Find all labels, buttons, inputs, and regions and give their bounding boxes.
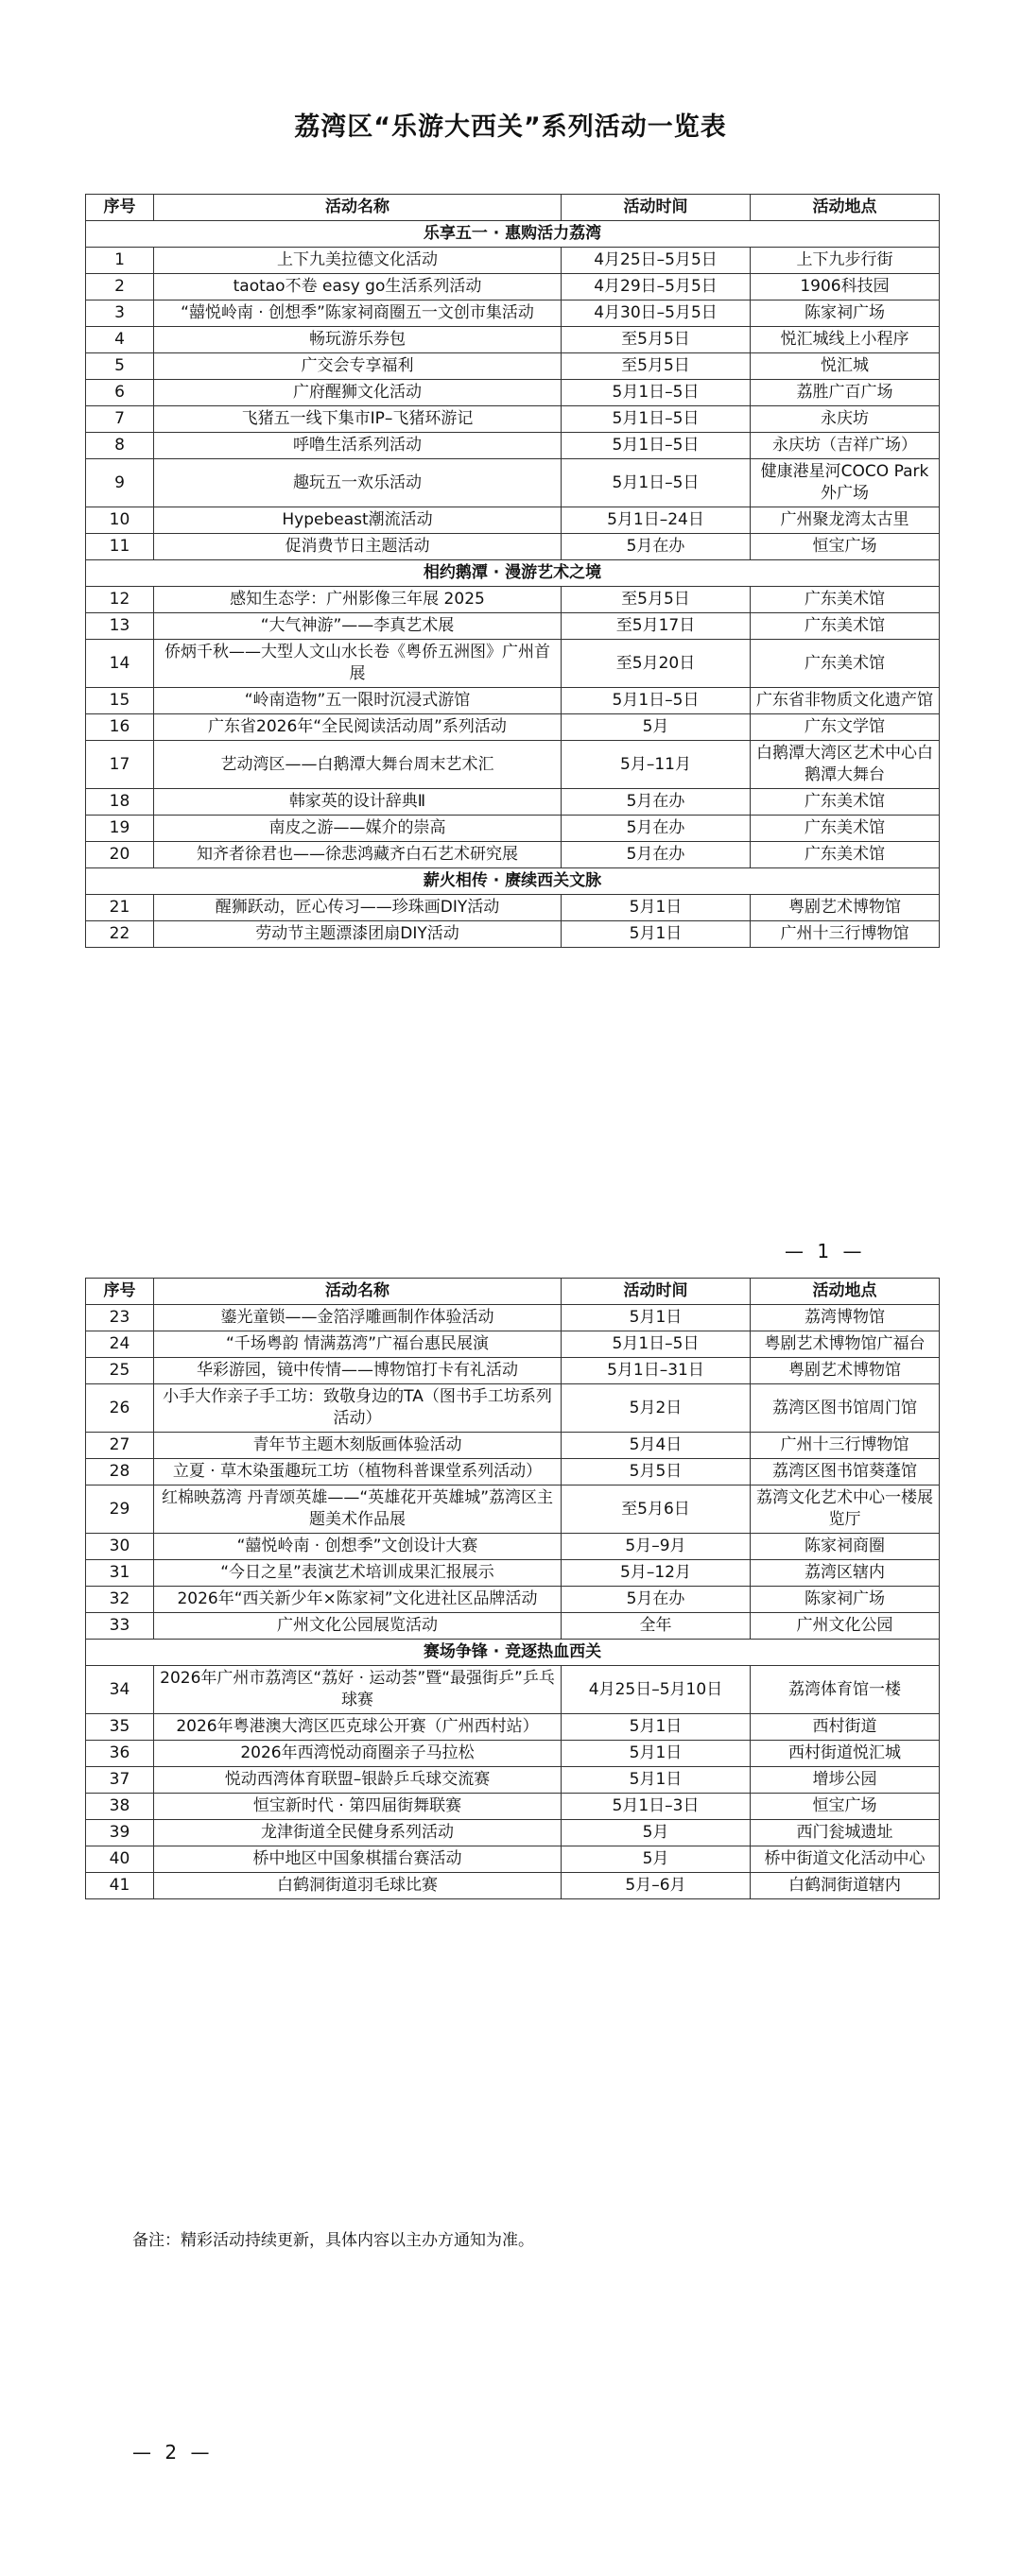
table-row [86, 1794, 940, 1820]
activity-time: 5月–11月 [562, 741, 751, 789]
row-number: 18 [86, 789, 154, 816]
table-row [86, 1613, 940, 1640]
activity-name: 桥中地区中国象棋擂台赛活动 [154, 1846, 562, 1873]
activity-time: 5月在办 [562, 816, 751, 842]
activity-name: 醒狮跃动，匠心传习——珍珠画DIY活动 [154, 895, 562, 921]
row-number: 32 [86, 1587, 154, 1613]
table-row [86, 1534, 940, 1560]
activity-name: 2026年西湾悦动商圈亲子马拉松 [154, 1741, 562, 1767]
footnote: 备注：精彩活动持续更新，具体内容以主办方通知为准。 [132, 2231, 534, 2250]
row-number: 9 [86, 459, 154, 507]
section-row [86, 868, 940, 895]
activity-time: 5月1日–3日 [562, 1794, 751, 1820]
row-number: 21 [86, 895, 154, 921]
activity-time: 5月5日 [562, 1459, 751, 1485]
activity-name: 悦动西湾体育联盟–银龄乒乓球交流赛 [154, 1767, 562, 1794]
table-row [86, 1666, 940, 1714]
section-row [86, 560, 940, 587]
activity-place: 恒宝广场 [751, 534, 940, 560]
activity-place: 1906科技园 [751, 274, 940, 301]
table-row [86, 895, 940, 921]
activity-place: 粤剧艺术博物馆 [751, 1358, 940, 1384]
activity-time: 5月–6月 [562, 1873, 751, 1899]
activity-name: 广东省2026年“全民阅读活动周”系列活动 [154, 714, 562, 741]
activity-name: 小手大作亲子手工坊：致敬身边的TA（图书手工坊系列活动） [154, 1384, 562, 1433]
section-row [86, 221, 940, 248]
activity-name: 广交会专享福利 [154, 353, 562, 380]
table-row [86, 1714, 940, 1741]
activity-place: 广州聚龙湾太古里 [751, 507, 940, 534]
row-number: 10 [86, 507, 154, 534]
activity-time: 至5月5日 [562, 327, 751, 353]
activity-place: 粤剧艺术博物馆广福台 [751, 1331, 940, 1358]
activity-place: 广州十三行博物馆 [751, 921, 940, 948]
row-number: 28 [86, 1459, 154, 1485]
row-number: 4 [86, 327, 154, 353]
activity-name: 呼噜生活系列活动 [154, 433, 562, 459]
header-place: 活动地点 [751, 195, 940, 221]
activity-name: 上下九美拉德文化活动 [154, 248, 562, 274]
row-number: 17 [86, 741, 154, 789]
activity-place: 白鹅潭大湾区艺术中心白鹅潭大舞台 [751, 741, 940, 789]
table-row [86, 459, 940, 507]
activity-name: 华彩游园，镜中传情——博物馆打卡有礼活动 [154, 1358, 562, 1384]
row-number: 19 [86, 816, 154, 842]
activity-place: 广东美术馆 [751, 842, 940, 868]
activity-name: 趣玩五一欢乐活动 [154, 459, 562, 507]
activity-name: “千场粤韵 情满荔湾”广福台惠民展演 [154, 1331, 562, 1358]
activity-place: 粤剧艺术博物馆 [751, 895, 940, 921]
row-number: 36 [86, 1741, 154, 1767]
table-row [86, 613, 940, 640]
activity-place: 西村街道 [751, 1714, 940, 1741]
table-row [86, 507, 940, 534]
row-number: 26 [86, 1384, 154, 1433]
header-name: 活动名称 [154, 195, 562, 221]
header-time: 活动时间 [562, 1279, 751, 1305]
table-row [86, 1433, 940, 1459]
activity-time: 全年 [562, 1613, 751, 1640]
table-row [86, 301, 940, 327]
activity-place: 荔湾区辖内 [751, 1560, 940, 1587]
activity-name: 艺动湾区——白鹅潭大舞台周末艺术汇 [154, 741, 562, 789]
activity-place: 永庆坊（吉祥广场） [751, 433, 940, 459]
table-row [86, 353, 940, 380]
row-number: 30 [86, 1534, 154, 1560]
activity-place: 恒宝广场 [751, 1794, 940, 1820]
activity-name: 龙津街道全民健身系列活动 [154, 1820, 562, 1846]
activity-time: 5月 [562, 1820, 751, 1846]
row-number: 1 [86, 248, 154, 274]
activity-time: 4月30日–5月5日 [562, 301, 751, 327]
row-number: 14 [86, 640, 154, 688]
activity-place: 广东文学馆 [751, 714, 940, 741]
table-header-row [86, 195, 940, 221]
row-number: 22 [86, 921, 154, 948]
activity-time: 5月在办 [562, 789, 751, 816]
activity-table-page1 [85, 194, 940, 948]
activity-time: 5月1日–5日 [562, 1331, 751, 1358]
activity-name: Hypebeast潮流活动 [154, 507, 562, 534]
activity-place: 陈家祠广场 [751, 301, 940, 327]
row-number: 13 [86, 613, 154, 640]
table-row [86, 714, 940, 741]
activity-name: 广府醒狮文化活动 [154, 380, 562, 406]
activity-time: 5月1日–31日 [562, 1358, 751, 1384]
row-number: 6 [86, 380, 154, 406]
table-row [86, 1587, 940, 1613]
table-row [86, 741, 940, 789]
activity-name: 2026年“西关新少年×陈家祠”文化进社区品牌活动 [154, 1587, 562, 1613]
table-row [86, 248, 940, 274]
activity-place: 广东美术馆 [751, 640, 940, 688]
table-row [86, 433, 940, 459]
activity-name: 2026年广州市荔湾区“荔好 · 运动荟”暨“最强街乒”乒乓球赛 [154, 1666, 562, 1714]
activity-place: 荔湾区图书馆葵蓬馆 [751, 1459, 940, 1485]
activity-table-page2 [85, 1278, 940, 1899]
row-number: 16 [86, 714, 154, 741]
section-title: 薪火相传 · 赓续西关文脉 [86, 868, 940, 895]
table-row [86, 1846, 940, 1873]
row-number: 34 [86, 1666, 154, 1714]
document-title: 荔湾区“乐游大西关”系列活动一览表 [294, 112, 727, 142]
row-number: 29 [86, 1485, 154, 1534]
row-number: 27 [86, 1433, 154, 1459]
activity-name: taotao不卷 easy go生活系列活动 [154, 274, 562, 301]
table-row [86, 327, 940, 353]
activity-place: 陈家祠商圈 [751, 1534, 940, 1560]
activity-name: 韩家英的设计辞典Ⅱ [154, 789, 562, 816]
activity-time: 至5月5日 [562, 587, 751, 613]
table-header-row [86, 1279, 940, 1305]
activity-time: 5月在办 [562, 1587, 751, 1613]
activity-name: 立夏 · 草木染蛋趣玩工坊（植物科普课堂系列活动） [154, 1459, 562, 1485]
row-number: 41 [86, 1873, 154, 1899]
activity-name: “囍悦岭南 · 创想季”文创设计大赛 [154, 1534, 562, 1560]
activity-place: 广东美术馆 [751, 613, 940, 640]
activity-time: 至5月17日 [562, 613, 751, 640]
activity-name: 劳动节主题漂漆团扇DIY活动 [154, 921, 562, 948]
section-title: 相约鹅潭 · 漫游艺术之境 [86, 560, 940, 587]
row-number: 15 [86, 688, 154, 714]
header-time: 活动时间 [562, 195, 751, 221]
activity-name: 恒宝新时代 · 第四届街舞联赛 [154, 1794, 562, 1820]
table-row [86, 1560, 940, 1587]
table-row [86, 789, 940, 816]
activity-name: 红棉映荔湾 丹青颂英雄——“英雄花开英雄城”荔湾区主题美术作品展 [154, 1485, 562, 1534]
activity-name: 白鹤洞街道羽毛球比赛 [154, 1873, 562, 1899]
activity-place: 西村街道悦汇城 [751, 1741, 940, 1767]
activity-name: 鎏光童锁——金箔浮雕画制作体验活动 [154, 1305, 562, 1331]
table-row [86, 1358, 940, 1384]
table-row [86, 1384, 940, 1433]
table-row [86, 1767, 940, 1794]
activity-place: 广州文化公园 [751, 1613, 940, 1640]
activity-place: 广东省非物质文化遗产馆 [751, 688, 940, 714]
activity-place: 悦汇城线上小程序 [751, 327, 940, 353]
table-row [86, 406, 940, 433]
activity-place: 健康港星河COCO Park外广场 [751, 459, 940, 507]
table-row [86, 1485, 940, 1534]
activity-time: 5月 [562, 714, 751, 741]
activity-time: 5月1日 [562, 1767, 751, 1794]
activity-place: 悦汇城 [751, 353, 940, 380]
activity-name: “大气神游”——李真艺术展 [154, 613, 562, 640]
row-number: 11 [86, 534, 154, 560]
activity-name: 感知生态学：广州影像三年展 2025 [154, 587, 562, 613]
activity-place: 白鹤洞街道辖内 [751, 1873, 940, 1899]
activity-place: 荔胜广百广场 [751, 380, 940, 406]
table-row [86, 816, 940, 842]
row-number: 24 [86, 1331, 154, 1358]
header-name: 活动名称 [154, 1279, 562, 1305]
activity-name: 2026年粤港澳大湾区匹克球公开赛（广州西村站） [154, 1714, 562, 1741]
row-number: 5 [86, 353, 154, 380]
activity-name: 广州文化公园展览活动 [154, 1613, 562, 1640]
table-row [86, 1873, 940, 1899]
row-number: 20 [86, 842, 154, 868]
activity-time: 5月4日 [562, 1433, 751, 1459]
activity-place: 广东美术馆 [751, 816, 940, 842]
table-row [86, 842, 940, 868]
row-number: 38 [86, 1794, 154, 1820]
table-row [86, 640, 940, 688]
activity-time: 5月1日 [562, 921, 751, 948]
activity-time: 5月1日–5日 [562, 433, 751, 459]
activity-place: 永庆坊 [751, 406, 940, 433]
activity-time: 5月1日 [562, 895, 751, 921]
activity-name: 飞猪五一线下集市IP–飞猪环游记 [154, 406, 562, 433]
row-number: 7 [86, 406, 154, 433]
activity-time: 4月25日–5月10日 [562, 1666, 751, 1714]
page-number-1: — 1 — [785, 1240, 866, 1262]
activity-place: 广东美术馆 [751, 789, 940, 816]
activity-name: 青年节主题木刻版画体验活动 [154, 1433, 562, 1459]
table-row [86, 1820, 940, 1846]
section-title: 乐享五一 · 惠购活力荔湾 [86, 221, 940, 248]
activity-time: 5月1日–24日 [562, 507, 751, 534]
page-number-2: — 2 — [132, 2441, 214, 2464]
row-number: 12 [86, 587, 154, 613]
table-row [86, 688, 940, 714]
activity-time: 至5月20日 [562, 640, 751, 688]
row-number: 25 [86, 1358, 154, 1384]
row-number: 37 [86, 1767, 154, 1794]
row-number: 33 [86, 1613, 154, 1640]
activity-time: 5月1日 [562, 1714, 751, 1741]
header-no: 序号 [86, 1279, 154, 1305]
row-number: 35 [86, 1714, 154, 1741]
table-row [86, 274, 940, 301]
activity-name: 促消费节日主题活动 [154, 534, 562, 560]
activity-time: 至5月6日 [562, 1485, 751, 1534]
activity-time: 5月1日–5日 [562, 459, 751, 507]
activity-place: 增埗公园 [751, 1767, 940, 1794]
activity-place: 西门瓮城遗址 [751, 1820, 940, 1846]
activity-place: 荔湾区图书馆周门馆 [751, 1384, 940, 1433]
activity-time: 5月1日 [562, 1305, 751, 1331]
activity-time: 至5月5日 [562, 353, 751, 380]
section-row [86, 1640, 940, 1666]
activity-time: 5月–12月 [562, 1560, 751, 1587]
activity-place: 荔湾文化艺术中心一楼展览厅 [751, 1485, 940, 1534]
row-number: 31 [86, 1560, 154, 1587]
activity-name: 侨炳千秋——大型人文山水长卷《粤侨五洲图》广州首展 [154, 640, 562, 688]
table-row [86, 587, 940, 613]
activity-time: 5月1日–5日 [562, 380, 751, 406]
activity-time: 5月1日–5日 [562, 406, 751, 433]
activity-place: 广东美术馆 [751, 587, 940, 613]
table-row [86, 380, 940, 406]
activity-name: “今日之星”表演艺术培训成果汇报展示 [154, 1560, 562, 1587]
activity-time: 5月1日–5日 [562, 688, 751, 714]
activity-name: 知齐者徐君也——徐悲鸿藏齐白石艺术研究展 [154, 842, 562, 868]
activity-time: 4月25日–5月5日 [562, 248, 751, 274]
activity-time: 5月在办 [562, 842, 751, 868]
row-number: 8 [86, 433, 154, 459]
activity-place: 荔湾体育馆一楼 [751, 1666, 940, 1714]
header-place: 活动地点 [751, 1279, 940, 1305]
activity-place: 广州十三行博物馆 [751, 1433, 940, 1459]
activity-time: 5月1日 [562, 1741, 751, 1767]
activity-time: 5月–9月 [562, 1534, 751, 1560]
activity-name: “岭南造物”五一限时沉浸式游馆 [154, 688, 562, 714]
table-row [86, 1459, 940, 1485]
header-no: 序号 [86, 195, 154, 221]
row-number: 2 [86, 274, 154, 301]
table-row [86, 1741, 940, 1767]
activity-place: 上下九步行街 [751, 248, 940, 274]
activity-place: 荔湾博物馆 [751, 1305, 940, 1331]
activity-name: 南皮之游——媒介的崇高 [154, 816, 562, 842]
row-number: 40 [86, 1846, 154, 1873]
table-row [86, 534, 940, 560]
activity-name: 畅玩游乐券包 [154, 327, 562, 353]
activity-time: 4月29日–5月5日 [562, 274, 751, 301]
table-row [86, 1331, 940, 1358]
table-row [86, 1305, 940, 1331]
activity-time: 5月2日 [562, 1384, 751, 1433]
activity-place: 陈家祠广场 [751, 1587, 940, 1613]
activity-time: 5月 [562, 1846, 751, 1873]
row-number: 39 [86, 1820, 154, 1846]
activity-name: “囍悦岭南 · 创想季”陈家祠商圈五一文创市集活动 [154, 301, 562, 327]
activity-time: 5月在办 [562, 534, 751, 560]
section-title: 赛场争锋 · 竞逐热血西关 [86, 1640, 940, 1666]
activity-place: 桥中街道文化活动中心 [751, 1846, 940, 1873]
row-number: 3 [86, 301, 154, 327]
table-row [86, 921, 940, 948]
row-number: 23 [86, 1305, 154, 1331]
